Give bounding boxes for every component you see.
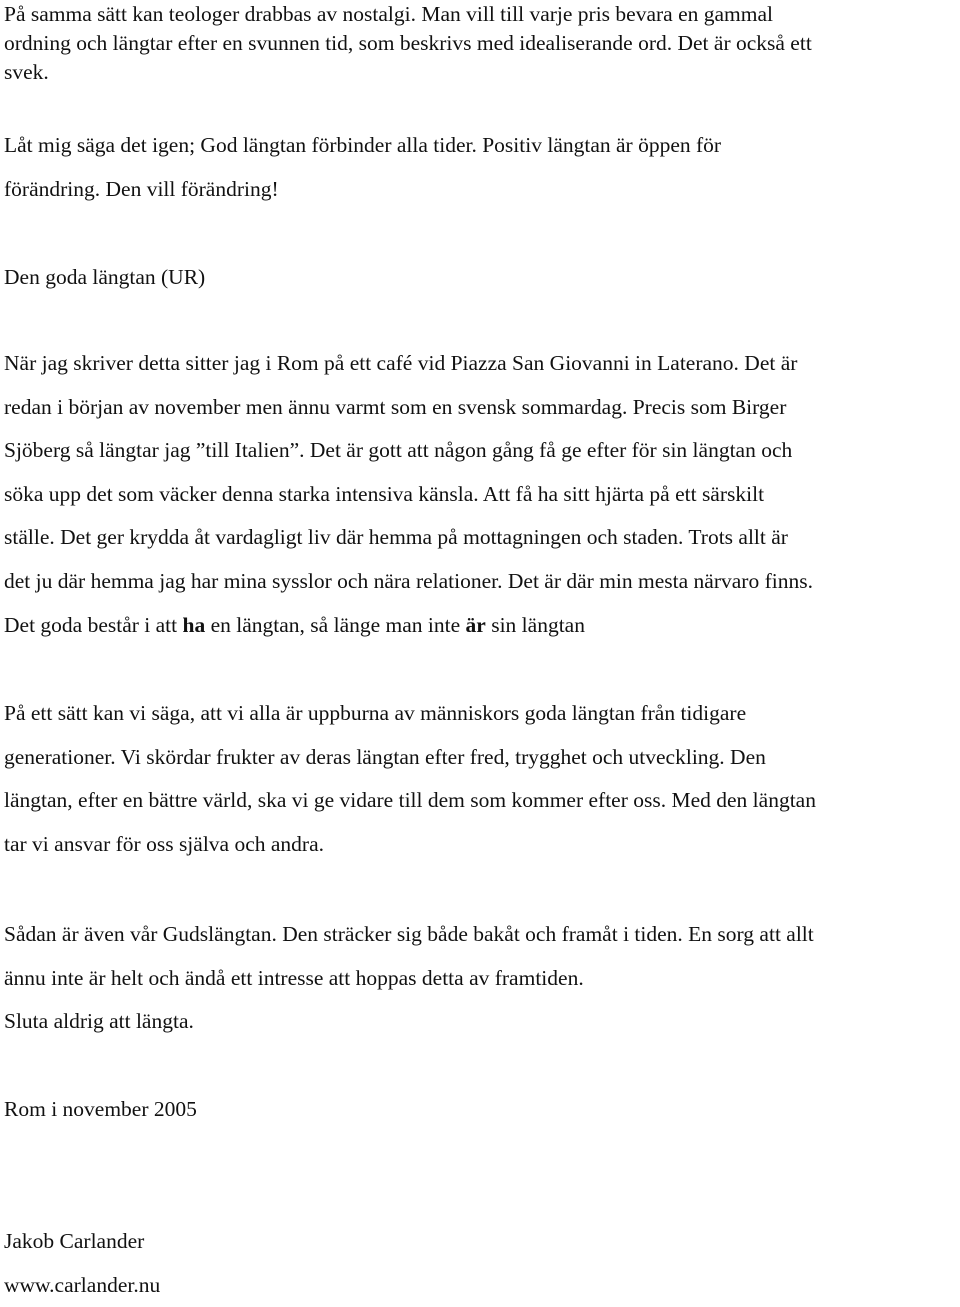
text-line: Sjöberg så längtar jag ”till Italien”. Det är gott att någon gång få ge efter för sin längtan och	[4, 438, 793, 463]
text-line: redan i början av november men ännu varmt som en svensk sommardag. Precis som Birger	[4, 394, 787, 419]
paragraph-good-longing	[4, 130, 721, 204]
text-line: ännu inte är helt och ändå ett intresse att hoppas detta av framtiden.	[4, 965, 584, 990]
text-line: Låt mig säga det igen; God längtan förbinder alla tider. Positiv längtan är öppen för	[4, 133, 722, 157]
text-line: det ju där hemma jag har mina sysslor och nära relationer. Det är där min mesta närvaro finns.	[4, 568, 813, 593]
paragraph-nostalgia	[4, 0, 812, 87]
place-date: Rom i november 2005	[4, 1097, 197, 1121]
text-segment: en längtan, så länge man inte	[205, 612, 466, 637]
text-line: förändring. Den vill förändring!	[4, 177, 279, 201]
author-name: Jakob Carlander	[4, 1229, 145, 1253]
text-line: Sådan är även vår Gudslängtan. Den sträcker sig både bakåt och framåt i tiden. En sorg att allt	[4, 922, 814, 946]
bold-word: är	[465, 612, 486, 637]
paragraph-generations	[4, 692, 816, 866]
text-line: svek.	[4, 60, 49, 84]
text-line: Sluta aldrig att längta.	[4, 1009, 194, 1034]
text-line: När jag skriver detta sitter jag i Rom på ett café vid Piazza San Giovanni in Laterano. Det är	[4, 351, 798, 375]
text-line: tar vi ansvar för oss själva och andra.	[4, 831, 325, 856]
text-line: ställe. Det ger krydda åt vardagligt liv där hemma på mottagningen och staden. Trots allt är	[4, 525, 788, 550]
website-link: www.carlander.nu	[4, 1272, 161, 1297]
text-line: längtan, efter en bättre värld, ska vi ge vidare till dem som kommer efter oss. Med den längtan	[4, 788, 816, 813]
bold-word: ha	[182, 612, 206, 637]
paragraph-god-longing	[4, 913, 814, 1044]
text-line: På samma sätt kan teologer drabbas av nostalgi. Man vill till varje pris bevara en gammal	[4, 2, 774, 26]
text-line: På ett sätt kan vi säga, att vi alla är uppburna av människors goda längtan från tidigare	[4, 701, 747, 725]
paragraph-rome	[4, 342, 813, 647]
text-segment: Det goda består i att	[4, 612, 183, 637]
text-line: ordning och längtar efter en svunnen tid, som beskrivs med idealiserande ord. Det är också ett	[4, 31, 812, 55]
text-line: söka upp det som väcker denna starka intensiva känsla. Att få ha sitt hjärta på ett särskilt	[4, 481, 765, 506]
signature-block	[4, 1220, 160, 1307]
text-segment: sin längtan	[485, 612, 585, 637]
text-line-emphasis	[4, 604, 813, 648]
text-line: generationer. Vi skördar frukter av deras längtan efter fred, trygghet och utveckling. Den	[4, 744, 766, 769]
section-heading: Den goda längtan (UR)	[4, 265, 206, 289]
